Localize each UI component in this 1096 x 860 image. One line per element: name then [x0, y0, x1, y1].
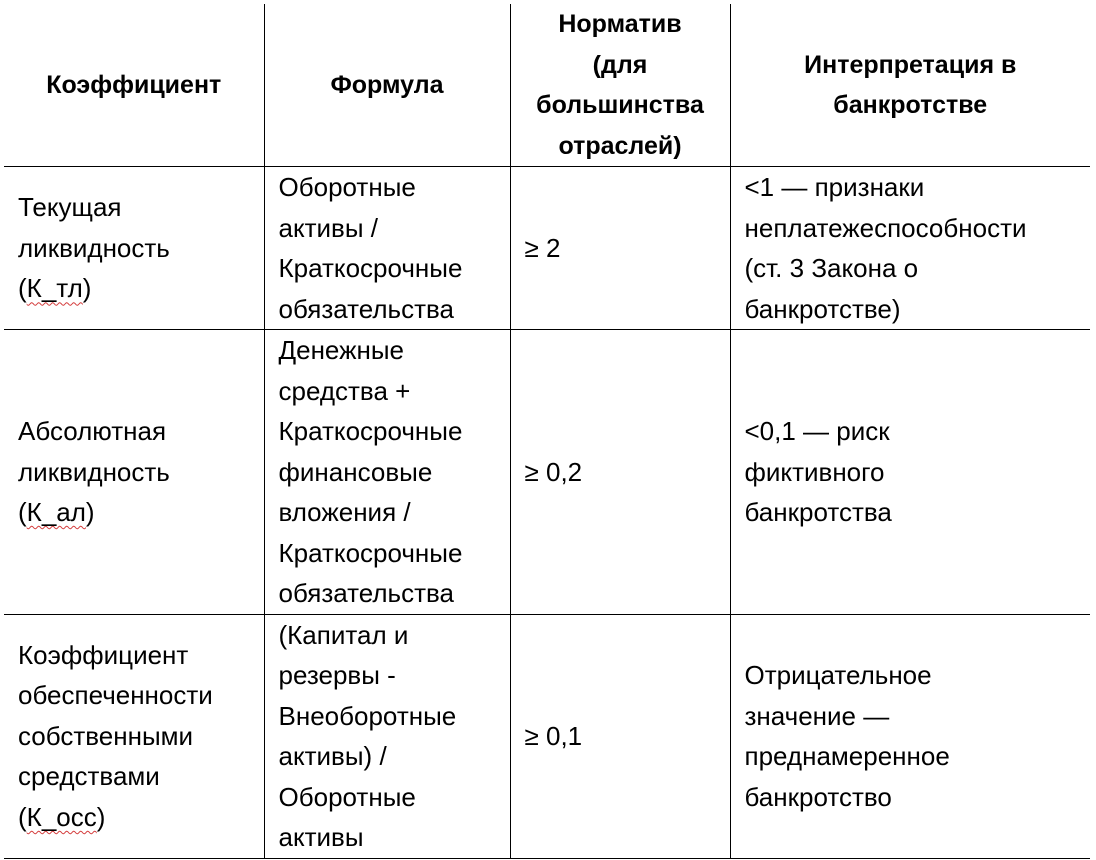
coefficient-abbreviation: [18, 268, 254, 309]
table-row: [4, 167, 1090, 330]
cell-line: активы) /: [278, 741, 387, 771]
coefficient-abbreviation: [18, 492, 254, 533]
cell-interpretation: [730, 614, 1090, 858]
cell-line: вложения /: [278, 497, 411, 527]
cell-line: резервы -: [278, 660, 396, 690]
header-formula: [264, 4, 510, 167]
cell-line: неплатежеспособности: [744, 212, 1027, 243]
header-norm: [510, 4, 730, 167]
cell-line: Краткосрочные: [278, 537, 463, 568]
abbr-paren-close: ): [85, 497, 95, 527]
cell-coefficient-name: [4, 614, 264, 858]
header-line: Формула: [330, 70, 444, 99]
cell-line: (ст. 3 Закона о: [744, 253, 919, 283]
header-line: отраслей): [558, 131, 682, 160]
cell-line: средствами: [18, 761, 160, 792]
cell-line: Денежные: [278, 335, 404, 365]
cell-norm: [510, 614, 730, 858]
cell-line: обязательства: [278, 578, 454, 608]
abbr-paren-close: ): [82, 273, 92, 304]
cell-interpretation: [730, 167, 1090, 330]
cell-line: ≥ 2: [524, 232, 561, 263]
cell-line: Оборотные: [278, 781, 416, 812]
cell-norm: [510, 167, 730, 330]
cell-line: Краткосрочные: [278, 253, 463, 283]
abbr-paren-open: (: [18, 273, 27, 304]
cell-line: <1 — признаки: [744, 172, 925, 202]
cell-line: активы: [278, 822, 364, 852]
header-line: банкротстве: [833, 91, 988, 119]
cell-line: <0,1 — риск: [744, 416, 890, 446]
header-line: (для: [592, 50, 648, 79]
cell-line: значение —: [744, 700, 890, 731]
cell-line: средства +: [278, 375, 411, 406]
cell-line: преднамеренное: [744, 741, 950, 771]
header-line: Норматив: [558, 10, 682, 38]
cell-line: Абсолютная: [18, 416, 167, 446]
cell-line: Оборотные: [278, 172, 416, 202]
cell-line: обеспеченности: [18, 680, 213, 711]
cell-line: Внеоборотные: [278, 700, 457, 731]
cell-line: активы /: [278, 212, 379, 243]
cell-line: обязательства: [278, 293, 454, 324]
cell-line: Отрицательное: [744, 660, 932, 690]
cell-line: ≥ 0,1: [524, 720, 583, 751]
header-line: большинства: [536, 91, 704, 119]
ratios-table: [4, 4, 1090, 859]
cell-formula: [264, 330, 510, 615]
cell-line: ликвидность: [18, 232, 170, 263]
abbr-code: К_осс: [26, 801, 97, 832]
cell-formula: [264, 614, 510, 858]
table-row: [4, 330, 1090, 615]
cell-line: ликвидность: [18, 456, 170, 487]
cell-norm: [510, 330, 730, 615]
header-line: Коэффициент: [46, 70, 222, 99]
cell-line: Коэффициент: [18, 639, 189, 670]
abbr-paren-open: (: [18, 497, 27, 527]
cell-line: ≥ 0,2: [524, 456, 583, 487]
table-header-row: [4, 4, 1090, 167]
cell-line: фиктивного: [744, 456, 885, 487]
cell-line: финансовые: [278, 456, 433, 487]
cell-coefficient-name: [4, 330, 264, 615]
header-line: Интерпретация в: [804, 50, 1017, 79]
cell-interpretation: [730, 330, 1090, 615]
cell-formula: [264, 167, 510, 330]
cell-line: Текущая: [18, 192, 122, 223]
coefficient-abbreviation: [18, 797, 254, 838]
cell-line: собственными: [18, 720, 194, 751]
abbr-code: К_ал: [26, 497, 86, 527]
abbr-code: К_тл: [26, 273, 83, 304]
abbr-paren-open: (: [18, 801, 27, 832]
cell-line: (Капитал и: [278, 619, 409, 650]
cell-line: банкротство: [744, 781, 892, 812]
cell-line: банкротстве): [744, 293, 901, 324]
cell-coefficient-name: [4, 167, 264, 330]
cell-line: банкротства: [744, 497, 892, 527]
cell-line: Краткосрочные: [278, 416, 463, 446]
header-interpretation: [730, 4, 1090, 167]
header-coefficient: [4, 4, 264, 167]
abbr-paren-close: ): [96, 801, 106, 832]
table-row: [4, 614, 1090, 858]
